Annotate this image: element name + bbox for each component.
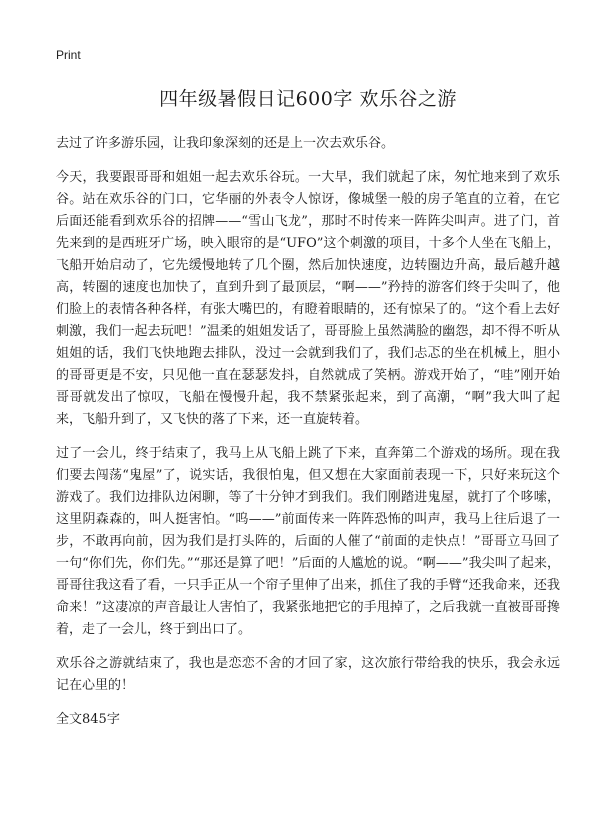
paragraph-conclusion: 欢乐谷之游就结束了，我也是恋恋不舍的才回了家，这次旅行带给我的快乐，我会永远记在心里的！ [56, 656, 560, 693]
word-count: 全文845字 [56, 712, 120, 727]
paragraph-ufo: 今天，我要跟哥哥和姐姐一起去欢乐谷玩。一大早，我们就起了床，匆忙地来到了欢乐谷。站在欢乐谷的门口，它华丽的外表令人惊讶，像城堡一般的房子笔直的立着，在它后面还能看到欢乐谷的招牌——“雪山飞龙”，那时不时传来一阵阵尖叫声。进了门，首先来到的是西班牙广场，映入眼帘的是“UFO”这个刺激的项目，十多个人坐在飞船上，飞船开始启动了，它先缓慢地转了几个圈，然后加快速度，边转圈边升高，最后越升越高，转圈的速度也加快了，直到升到了最顶层，“啊——”矜持的游客们终于尖叫了，他们脸上的表情各种各样，有张大嘴巴的，有瞪着眼睛的，还有惊呆了的。“这个看上去好刺激，我们一起去玩吧！”温柔的姐姐发话了，哥哥脸上虽然满脸的幽怨，却不得不听从姐姐的话，我们飞快地跑去排队，没过一会就到我们了，我们忐忑的坐在机械上，胆小的哥哥更是不安，只见他一直在瑟瑟发抖，自然就成了笑柄。游戏开始了，“哇”刚开始哥哥就发出了惊叹，飞船在慢慢升起，我不禁紧张起来，到了高潮，“啊”我大叫了起来，飞船升到了，又飞快的落了下来，还一直旋转着。 [56, 170, 560, 427]
print-link[interactable]: Print [56, 48, 81, 62]
paragraph-intro: 去过了许多游乐园，让我印象深刻的还是上一次去欢乐谷。 [56, 136, 395, 151]
article-body [56, 133, 560, 697]
page-title: 四年级暑假日记600字 欢乐谷之游 [159, 88, 457, 110]
paragraph-ghost-house: 过了一会儿，终于结束了，我马上从飞船上跳了下来，直奔第二个游戏的场所。现在我们要去闯荡“鬼屋”了，说实话，我很怕鬼，但又想在大家面前表现一下，只好来玩这个游戏了。我们边排队边闲聊，等了十分钟才到我们。我们刚踏进鬼屋，就打了个哆嗦，这里阴森森的，叫人挺害怕。“呜——”前面传来一阵阵恐怖的叫声，我马上往后退了一步，不敢再向前，因为我们是打头阵的，后面的人催了“前面的走快点！”哥哥立马回了一句“你们先，你们先。”“那还是算了吧！”后面的人尴尬的说。“啊——”我尖叫了起来，哥哥往我这看了看，一只手正从一个帘子里伸了出来，抓住了我的手臂“还我命来，还我命来！”这凄凉的声音最让人害怕了，我紧张地把它的手甩掉了，之后我就一直被哥哥搀着，走了一会儿，终于到出口了。 [56, 446, 560, 637]
